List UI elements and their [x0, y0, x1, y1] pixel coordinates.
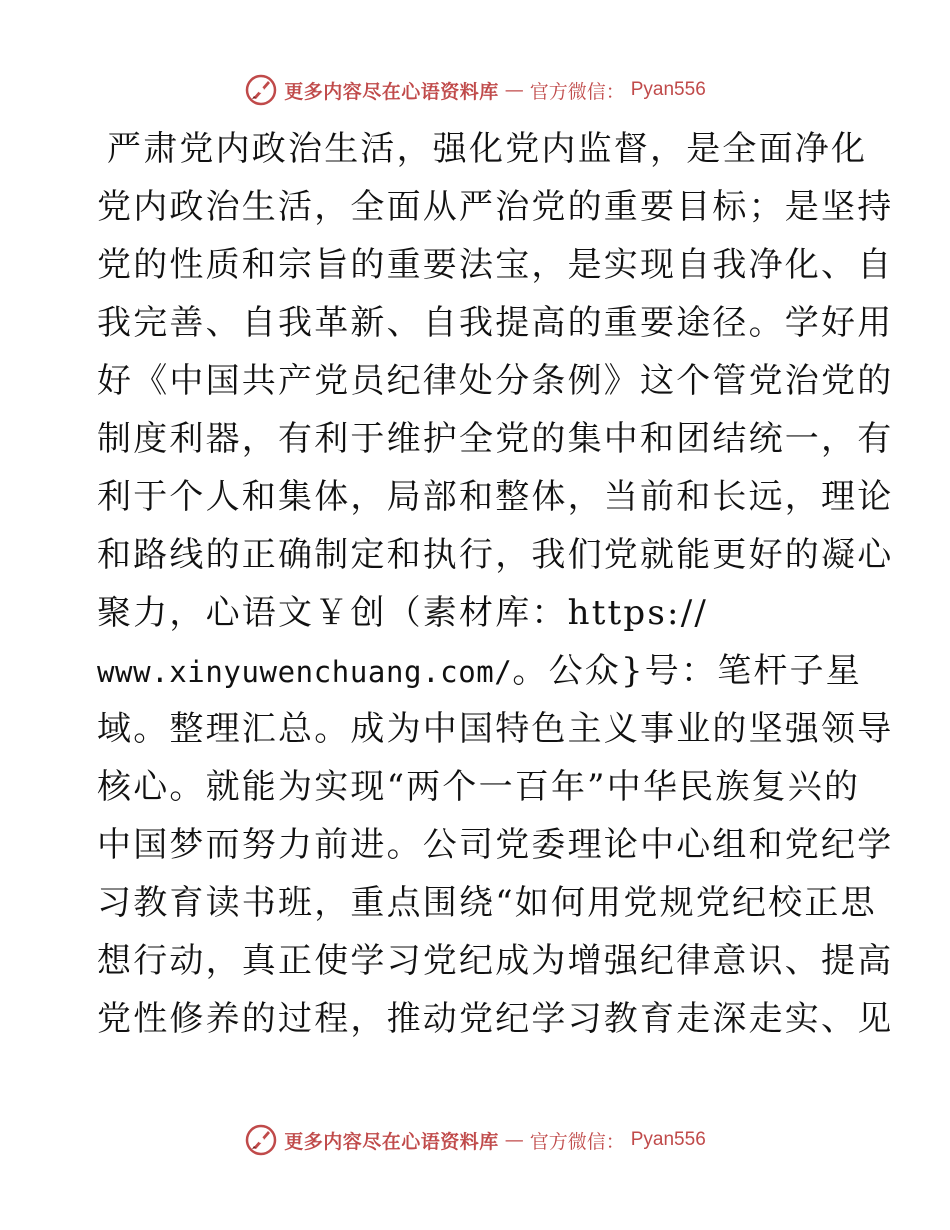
body-line: 党性修养的过程，推动党纪学习教育走深走实、见 — [97, 999, 894, 1039]
quill-pen-logo-icon — [244, 73, 278, 107]
body-line: 党的性质和宗旨的重要法宝，是实现自我净化、自 — [97, 245, 894, 285]
body-line: 党内政治生活，全面从严治党的重要目标；是坚持 — [97, 187, 894, 227]
quill-pen-logo-icon — [244, 1123, 278, 1157]
body-line: 习教育读书班，重点围绕“如何用党规党纪校正思 — [97, 883, 877, 923]
body-line: 我完善、自我革新、自我提高的重要途径。学好用 — [97, 303, 894, 343]
document-body — [97, 120, 894, 1048]
watermark-dash: — — [504, 1129, 524, 1151]
body-line: 域。整理汇总。成为中国特色主义事业的坚强领导 — [97, 709, 894, 749]
body-line: 聚力，心语文￥创（素材库：https:// — [97, 593, 709, 633]
watermark-brand-text: 更多内容尽在心语资料库 — [284, 80, 499, 103]
body-line: 好《中国共产党员纪律处分条例》这个管党治党的 — [97, 361, 894, 401]
body-line: 核心。就能为实现“两个一百年”中华民族复兴的 — [97, 767, 861, 807]
body-line: 严肃党内政治生活，强化党内监督，是全面净化 — [107, 129, 868, 169]
body-line: 和路线的正确制定和执行，我们党就能更好的凝心 — [97, 535, 894, 575]
watermark-wechat-id: Pyan556 — [630, 1129, 706, 1150]
body-line: 中国梦而努力前进。公司党委理论中心组和党纪学 — [97, 825, 894, 865]
watermark-dash: — — [504, 79, 524, 101]
watermark-brand-text: 更多内容尽在心语资料库 — [284, 1130, 499, 1153]
footer-watermark — [0, 1120, 950, 1160]
header-watermark — [0, 70, 950, 110]
body-line: 利于个人和集体，局部和整体，当前和长远，理论 — [97, 477, 894, 517]
body-line: 制度利器，有利于维护全党的集中和团结统一，有 — [97, 419, 894, 459]
url-text: www.xinyuwenchuang.com/ — [97, 655, 513, 689]
url-suffix-text: 。公众}号：笔杆子星 — [512, 651, 863, 691]
body-line: 想行动，真正使学习党纪成为增强纪律意识、提高 — [97, 941, 894, 981]
body-line-url — [97, 642, 863, 700]
watermark-wechat-label: 官方微信： — [529, 1130, 625, 1153]
watermark-wechat-label: 官方微信： — [529, 80, 625, 103]
watermark-wechat-id: Pyan556 — [630, 79, 706, 100]
